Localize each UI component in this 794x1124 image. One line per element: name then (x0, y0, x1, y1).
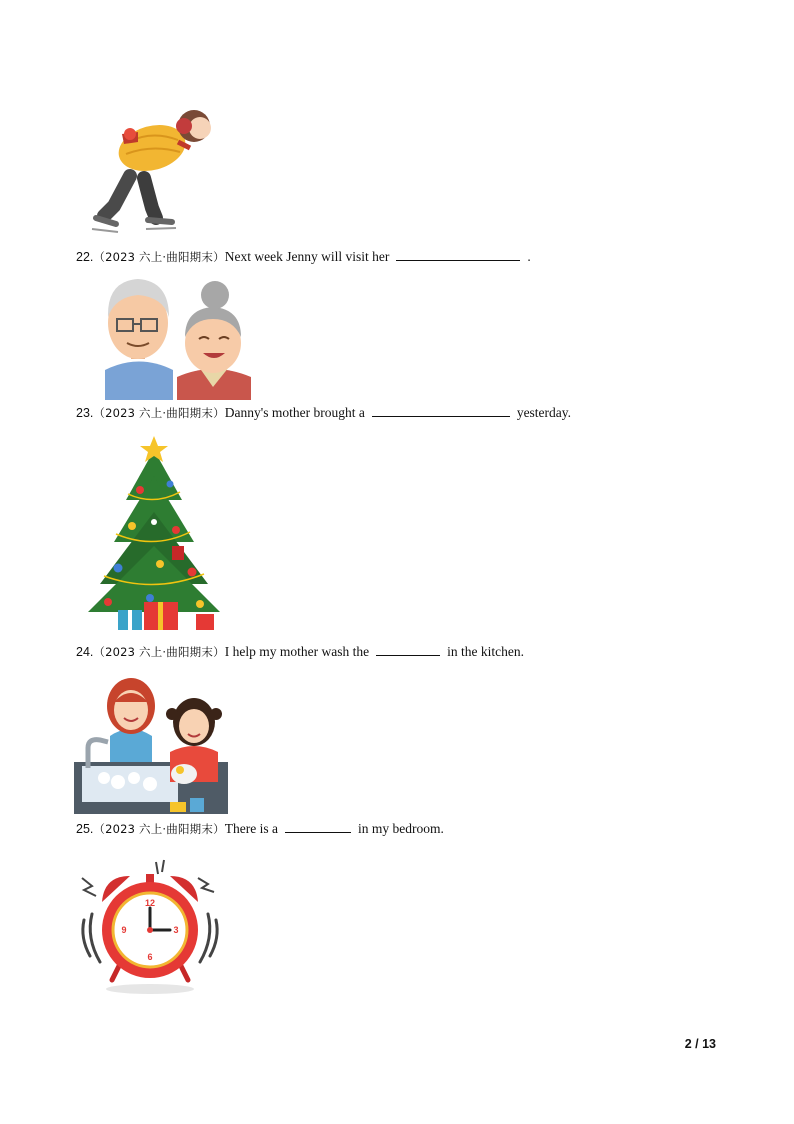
clock-number-12: 12 (144, 898, 156, 908)
answer-blank[interactable] (376, 643, 440, 656)
clock-number-9: 9 (121, 925, 127, 935)
question-22: 22 . （2023 六上·曲阳期末） Next week Jenny will visit her . (76, 249, 531, 264)
question-23: 23 . （2023 六上·曲阳期末） Danny's mother brought a yesterday. (76, 405, 572, 420)
alarm-clock-illustration (74, 856, 224, 998)
grandparents-illustration (103, 275, 253, 400)
christmas-tree-illustration (84, 434, 226, 634)
answer-blank[interactable] (285, 820, 351, 833)
answer-blank[interactable] (396, 248, 520, 261)
washing-dishes-illustration (74, 666, 228, 814)
clock-number-6: 6 (147, 952, 153, 962)
page-number: 2 / 13 (684, 1037, 716, 1051)
question-24: 24 . （2023 六上·曲阳期末） I help my mother wash the in the kitchen. (76, 644, 524, 659)
answer-blank[interactable] (372, 404, 510, 417)
question-25: 25 . （2023 六上·曲阳期末） There is a in my bedroom. (76, 821, 444, 836)
clock-number-3: 3 (173, 925, 179, 935)
ice-skater-illustration (82, 108, 217, 233)
